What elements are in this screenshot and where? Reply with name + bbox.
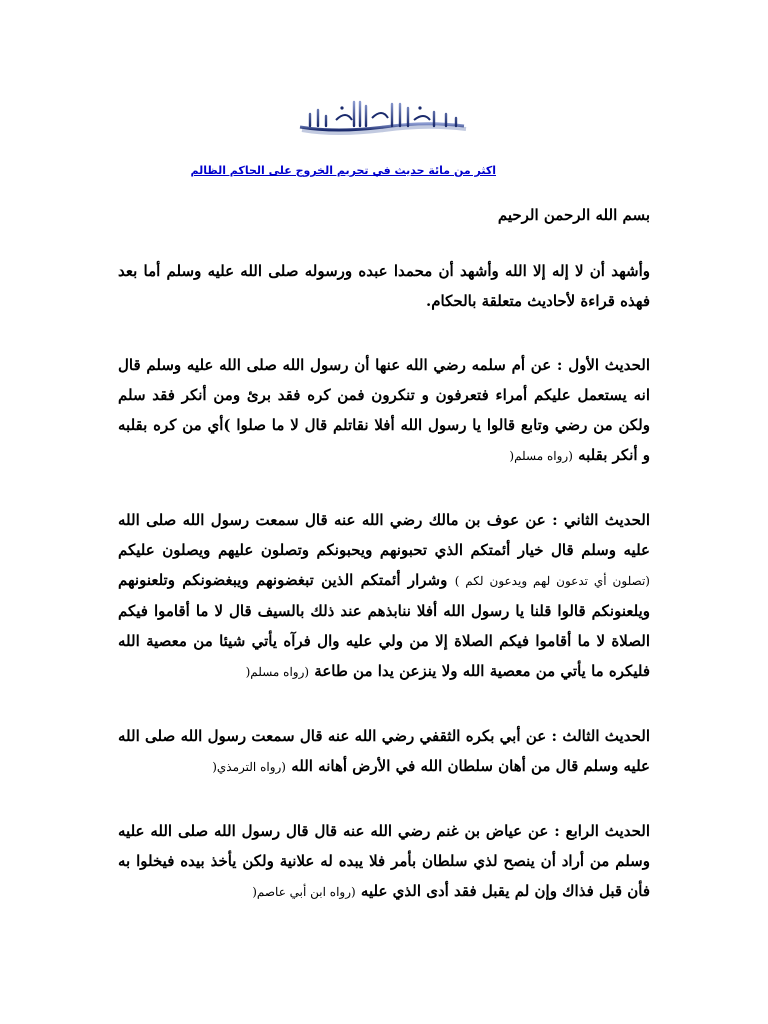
document-body <box>118 200 650 941</box>
hadith-source: (رواه الترمذي( <box>212 760 286 774</box>
bismillah-calligraphy-icon <box>296 96 471 138</box>
hadith-3 <box>118 721 650 782</box>
hadith-source: (رواه مسلم( <box>509 449 573 463</box>
hadith-text: الحديث الثالث : عن أبي بكره الثقفي رضي الله عنه قال سمعت رسول الله صلى الله عليه وسلم قال من أهان سلطان الله في الأرض أهانه الله <box>118 727 650 775</box>
hadith-note: (تصلون أي تدعون لهم ويدعون لكم ) <box>454 574 650 588</box>
intro-paragraph: وأشهد أن لا إله إلا الله وأشهد أن محمدا عبده ورسوله صلى الله عليه وسلم أما بعد فهذه قراءة لأحاديث متعلقة بالحكام. <box>118 262 650 310</box>
hadith-2 <box>118 505 650 687</box>
hadith-source: (رواه ابن أبي عاصم( <box>252 885 356 899</box>
hadith-4 <box>118 816 650 907</box>
basmala-heading: بسم الله الرحمن الرحيم <box>497 206 650 224</box>
hadith-text: الحديث الأول : عن أم سلمه رضي الله عنها أن رسول الله صلى الله عليه وسلم قال انه يستعمل عليكم أمراء فتعرفون و تنكرون فمن كره فقد برئ ومن أنكر فقد سلم ولكن من رضي وتابع قالوا يا رسول الله أفلا نقاتلم قال لا ما صلوا )أي من كره بقلبه و أنكر بقلبه <box>118 356 650 464</box>
hadith-text: الحديث الرابع : عن عياض بن غنم رضي الله عنه قال قال رسول الله صلى الله عليه وسلم من أراد أن ينصح لذي سلطان بأمر فلا يبده له علانية ولكن يأخذ بيده فيخلوا به فأن قبل فذاك وإن لم يقبل فقد أدى الذي عليه <box>118 822 650 900</box>
subtitle-link[interactable]: اكثر من مائة حديث في تحريم الخروج على الحاكم الظالم <box>190 164 496 177</box>
hadith-1 <box>118 350 650 471</box>
bismillah-calligraphy-logo <box>296 96 471 138</box>
hadith-text: الحديث الثاني : عن عوف بن مالك رضي الله عنه قال سمعت رسول الله صلى الله عليه وسلم قال خيار أئمتكم الذي تحبونهم ويحبونكم وتصلون عليهم ويصلون عليكم <box>118 511 650 559</box>
hadith-source: (رواه مسلم( <box>245 665 310 679</box>
hadith-text-continued: وشرار أئمتكم الذين تبغضونهم ويبغضونكم وتلعنونهم ويلعنونكم قالوا قلنا يا رسول الله أفلا ننابذهم عند ذلك بالسيف قال لا ما أقاموا فيكم الصلاة لا ما أقاموا فيكم الصلاة إلا من ولي عليه وال فرآه يأتي شيئا من معصية الله فليكره ما يأتي من معصية الله ولا ينزعن يدا من طاعة <box>118 571 650 680</box>
